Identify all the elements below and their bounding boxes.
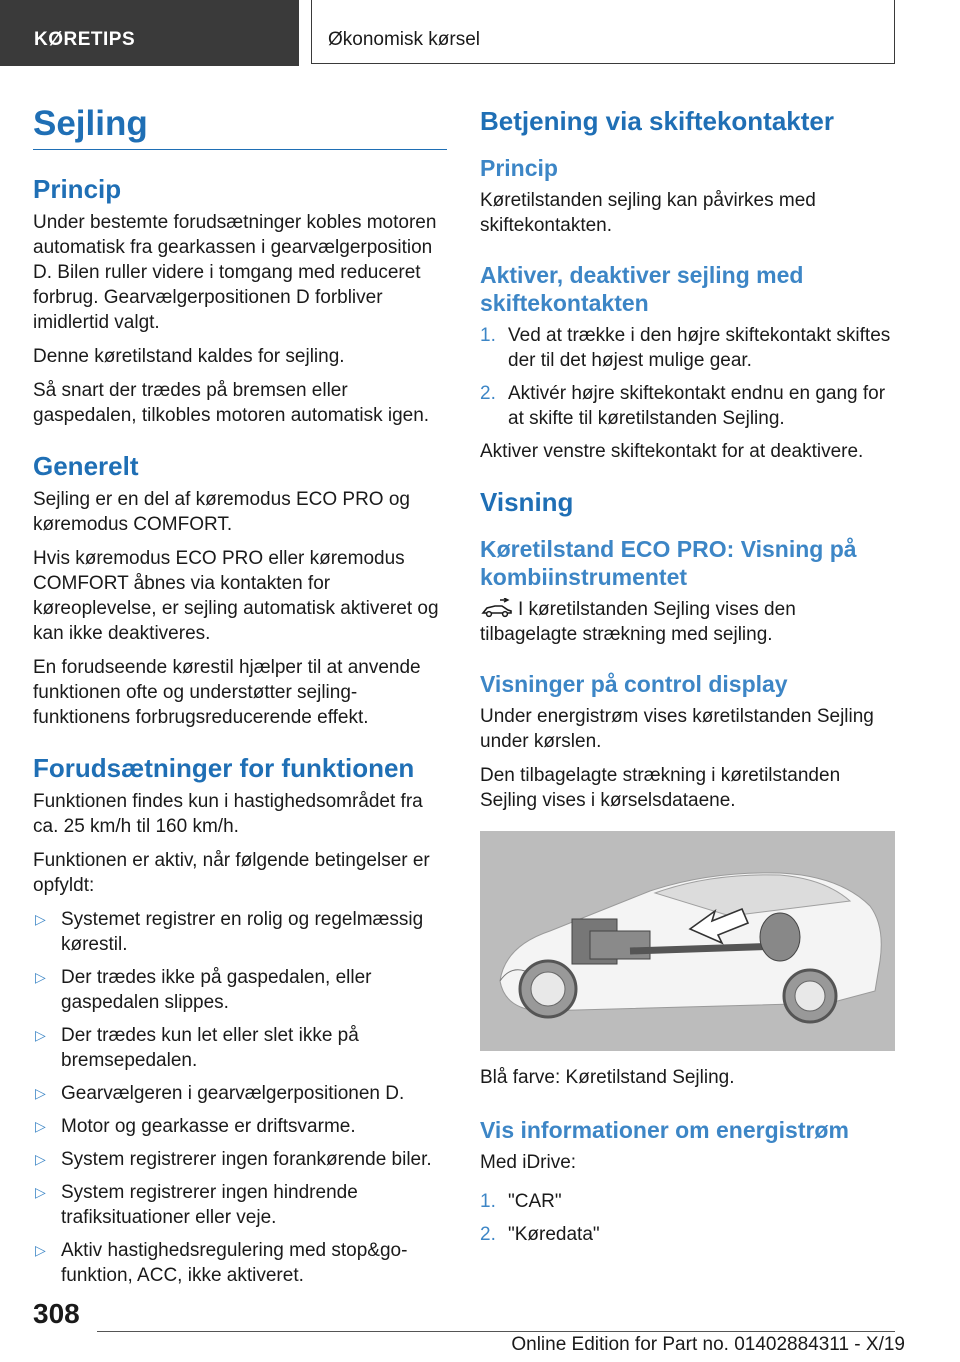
forudsaetninger-text-2: Funktionen er aktiv, når følgende betingelser er opfyldt: <box>33 850 430 896</box>
energistroem-heading: Vis informationer om energistrøm <box>480 1117 849 1143</box>
triangle-bullet-icon: ▷ <box>35 1118 46 1134</box>
triangle-bullet-icon: ▷ <box>35 1085 46 1101</box>
list-item: 2. "Køredata" <box>480 1224 600 1245</box>
footer-edition: Online Edition for Part no. 01402884311 - X/19 <box>511 1334 905 1355</box>
list-item: ▷ Motor og gearkasse er driftsvarme. <box>35 1116 356 1137</box>
control-display-text-1: Under energistrøm vises køretilstanden Sejling under kørslen. <box>480 706 874 752</box>
princip-text-2: Denne køretilstand kaldes for sejling. <box>33 346 345 367</box>
princip-text-3: Så snart der trædes på bremsen eller gaspedalen, tilkobles motoren automatisk igen. <box>33 380 430 426</box>
betjening-princip-heading: Princip <box>480 155 558 181</box>
visning-heading: Visning <box>480 487 574 517</box>
list-item: 2. Aktivér højre skiftekontakt endnu en gang for at skifte til køretilstanden Sejling. <box>480 383 886 429</box>
conditions-list <box>33 907 447 1288</box>
princip-heading: Princip <box>33 174 122 204</box>
left-column <box>33 98 447 1296</box>
forudsaetninger-text-1: Funktionen findes kun i hastighedsområdet fra ca. 25 km/h til 160 km/h. <box>33 791 423 837</box>
list-item: 1. Ved at trække i den højre skiftekontakt skiftes der til det højest mulige gear. <box>480 325 891 371</box>
page-title: Sejling <box>33 104 148 143</box>
footer-rule <box>97 1331 895 1332</box>
header-section-tab <box>0 0 299 66</box>
figure-caption: Blå farve: Køretilstand Sejling. <box>480 1067 735 1088</box>
list-item: ▷ Aktiv hastighedsregulering med stop&go-funktion, ACC, ikke aktiveret. <box>35 1240 408 1286</box>
car-illustration-svg <box>480 831 895 1051</box>
header-chapter: Økonomisk kørsel <box>328 29 481 50</box>
eco-pro-text: I køretilstanden Sejling vises den tilbagelagte strækning med sejling. <box>480 599 796 645</box>
generelt-text-3: En forudseende kørestil hjælper til at anvende funktionen ofte og understøtter sejling-funktionens forbrugsreducerende effekt. <box>33 657 421 728</box>
idrive-menu-path <box>480 1189 896 1247</box>
generelt-text-2: Hvis køremodus ECO PRO eller køremodus COMFORT åbnes via kontakten for køreoplevelse, er sejling automatisk aktiveret og kan ikke deaktiveres. <box>33 548 439 644</box>
list-item: ▷ System registrerer ingen forankørende biler. <box>35 1149 432 1170</box>
aktiver-heading: Aktiver, deaktiver sejling med skiftekontakten <box>480 262 804 316</box>
list-item: ▷ Der trædes ikke på gaspedalen, eller gaspedalen slippes. <box>35 967 372 1013</box>
control-display-text-2: Den tilbagelagte strækning i køretilstanden Sejling vises i kørselsdataene. <box>480 765 841 811</box>
list-item: ▷ System registrerer ingen hindrende trafiksituationer eller veje. <box>35 1182 358 1228</box>
betjening-princip-text: Køretilstanden sejling kan påvirkes med skiftekontakten. <box>480 190 816 236</box>
control-display-heading: Visninger på control display <box>480 671 788 697</box>
coasting-car-icon <box>480 598 514 618</box>
triangle-bullet-icon: ▷ <box>35 1151 46 1167</box>
betjening-heading: Betjening via skiftekontakter <box>480 106 834 136</box>
triangle-bullet-icon: ▷ <box>35 1184 46 1200</box>
car-drivetrain-illustration <box>480 831 895 1051</box>
aktiver-steps <box>480 323 896 431</box>
princip-text-1: Under bestemte forudsætninger kobles motoren automatisk fra gearkassen i gearvælgerposition D. Bilen ruller videre i tomgang med reduceret forbrug. Gearvælgerpositionen D forbliver imidlertid valgt. <box>33 212 437 333</box>
header-chapter-box <box>311 0 895 64</box>
page-number: 308 <box>33 1298 80 1329</box>
right-column <box>480 98 896 1255</box>
triangle-bullet-icon: ▷ <box>35 1242 46 1258</box>
generelt-heading: Generelt <box>33 451 139 481</box>
list-item: ▷ Der trædes kun let eller slet ikke på bremsepedalen. <box>35 1025 359 1071</box>
forudsaetninger-heading: Forudsætninger for funktionen <box>33 753 415 783</box>
deaktiver-text: Aktiver venstre skiftekontakt for at deaktivere. <box>480 441 864 462</box>
eco-pro-heading: Køretilstand ECO PRO: Visning på kombiinstrumentet <box>480 536 857 590</box>
triangle-bullet-icon: ▷ <box>35 911 46 927</box>
triangle-bullet-icon: ▷ <box>35 1027 46 1043</box>
header-section: KØRETIPS <box>34 29 136 50</box>
list-item: ▷ Systemet registrer en rolig og regelmæssig kørestil. <box>35 909 424 955</box>
idrive-text: Med iDrive: <box>480 1152 577 1173</box>
list-item: 1. "CAR" <box>480 1191 562 1212</box>
triangle-bullet-icon: ▷ <box>35 969 46 985</box>
generelt-text-1: Sejling er en del af køremodus ECO PRO og køremodus COMFORT. <box>33 489 411 535</box>
list-item: ▷ Gearvælgeren i gearvælgerpositionen D. <box>35 1083 405 1104</box>
